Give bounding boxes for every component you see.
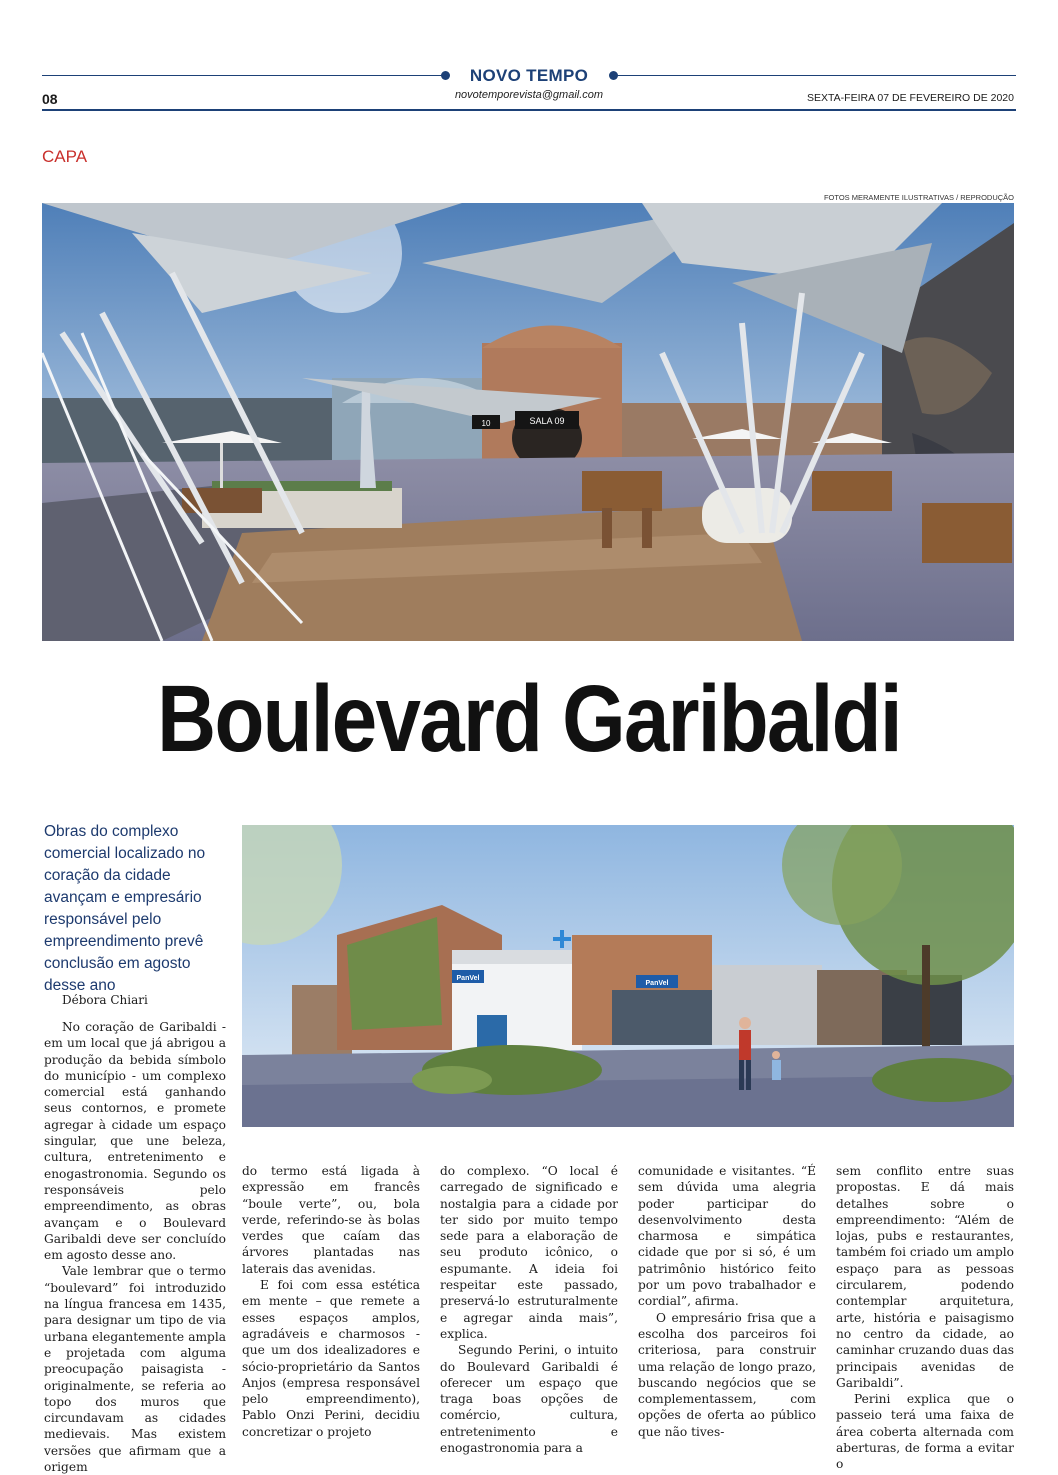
issue-date: SEXTA-FEIRA 07 DE FEVEREIRO DE 2020 <box>807 92 1014 104</box>
article-column-1 <box>44 1019 226 1475</box>
paragraph: E foi com essa estética em mente – que remete a esses espaços amplos, agradáveis e charmosos - que um dos idealizadores e sócio-proprietário da Santos Anjos (empresa responsável pelo empreendimento), Pablo Onzi Perini, decidiu concretizar o projeto <box>242 1278 420 1439</box>
header-line-right <box>617 75 1016 76</box>
paragraph: Perini explica que o passeio terá uma faixa de área coberta alternada com aberturas, de forma a evitar o <box>836 1392 1014 1472</box>
sala-10-sign: 10 <box>481 419 491 428</box>
article-column-5 <box>836 1163 1014 1473</box>
paragraph: Segundo Perini, o intuito do Boulevard Garibaldi é oferecer um espaço que traga boas opções de comércio, cultura, entretenimento e enogastronomia para a <box>440 1343 618 1456</box>
newspaper-title: NOVO TEMPO <box>469 66 589 85</box>
paragraph: Vale lembrar que o termo “boulevard” foi introduzido na língua francesa em 1435, para designar um tipo de via urbana elegantemente ampla e projetada com alguma preocupação paisagista - originalmente, se referia ao topo dos muros que circundavam as cidades medievais. Mas existem versões que afirmam que a origem <box>44 1264 226 1475</box>
header-email: novotemporevista@gmail.com <box>454 89 604 101</box>
paragraph: do termo está ligada à expressão em francês “boule verte”, ou, bola verde, referindo-se às bolas verdes que caíam das árvores plantadas nas laterais das avenidas. <box>242 1164 420 1276</box>
paragraph: do complexo. “O local é carregado de significado e nostalgia para a cidade por ter sido por muito tempo sede para a elaboração de seu produto icônico, o espumante. A ideia foi respeitar este passado, preservá-lo estruturalmente e agregar ainda mais”, explica. <box>440 1164 618 1341</box>
header-rule <box>42 109 1016 111</box>
photo-credit: FOTOS MERAMENTE ILUSTRATIVAS / REPRODUÇÃO <box>823 193 1014 202</box>
sala-09-sign: SALA 09 <box>529 416 565 426</box>
paragraph: sem conflito entre suas propostas. E dá mais detalhes sobre o empreendimento: “Além de lojas, pubs e restaurantes, também foi criado um amplo espaço para as pessoas circularem, podendo contemplar arquitetura, arte, história e paisagismo no centro da cidade, ao caminhar cruzando duas das principais avenidas de Garibaldi”. <box>836 1164 1014 1390</box>
article-column-3 <box>440 1163 618 1456</box>
article-column-4 <box>638 1163 816 1440</box>
boulevard-plaza-photo <box>42 203 1014 641</box>
section-label: CAPA <box>42 147 88 166</box>
paragraph: No coração de Garibaldi - em um local que já abrigou a produção da bebida símbolo do município - um complexo comercial está ganhando seus contornos, e promete agregar à cidade um espaço singular, que une beleza, cultura, entretenimento e enogastronomia. Segundo os responsáveis pelo empreendimento, as obras avançam e o Boulevard Garibaldi deve ser concluído em agosto desse ano. <box>44 1020 226 1263</box>
byline: Débora Chiari <box>62 993 148 1007</box>
headline: Boulevard Garibaldi <box>157 666 901 772</box>
panvel-sign-left: PanVel <box>456 975 480 982</box>
paragraph: comunidade e visitantes. “É sem dúvida uma alegria poder participar do desenvolvimento desta charmosa e simpática cidade que por si só, é um patrimônio histórico feito por um povo trabalhador e cordial”, afirma. <box>638 1164 816 1309</box>
boulevard-street-photo <box>242 825 1014 1127</box>
page-number: 08 <box>42 91 58 107</box>
paragraph: O empresário frisa que a escolha dos parceiros foi criteriosa, para construir uma relação de longo prazo, buscando negócios que se complementassem, com opções de oferta ao público que não tives- <box>638 1310 816 1439</box>
article-column-2 <box>242 1163 420 1440</box>
subheadline: Obras do complexo comercial localizado no coração da cidade avançam e empresário responsável pelo empreendimento prevê conclusão em agosto desse ano <box>44 823 206 994</box>
panvel-sign-right: PanVel <box>645 980 669 987</box>
